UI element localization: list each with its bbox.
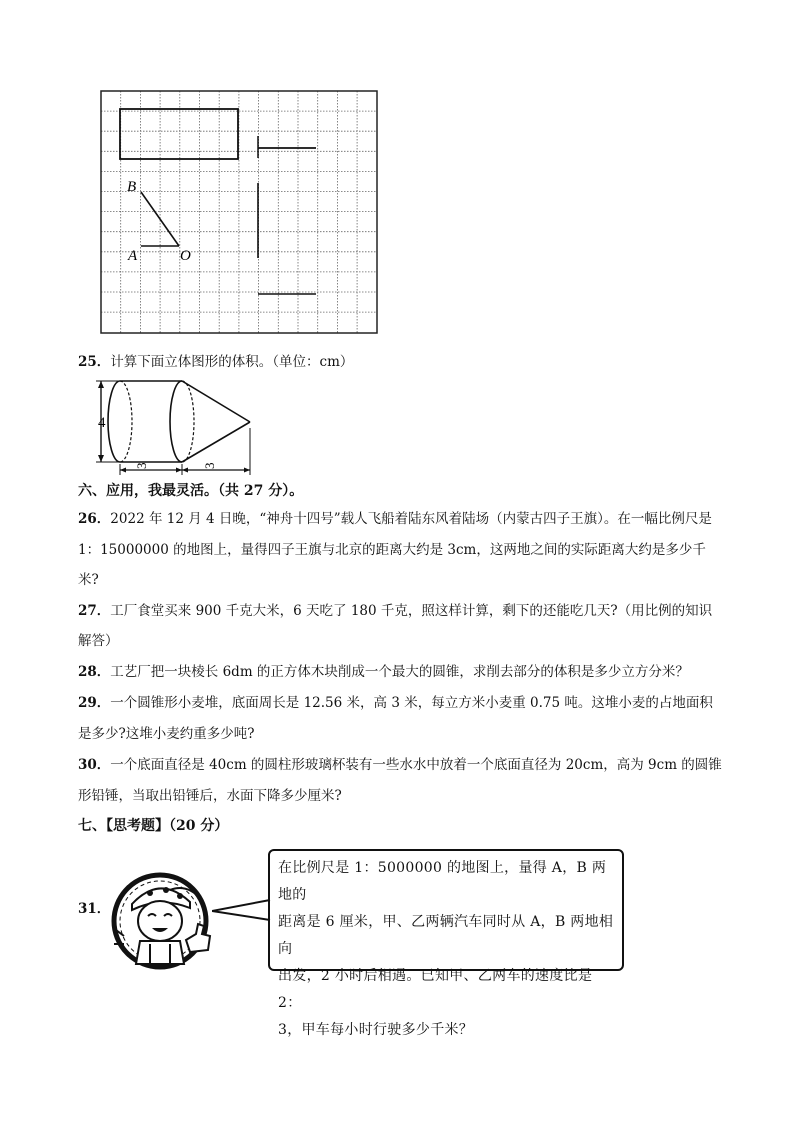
- arrow-left-icon: [120, 468, 126, 473]
- cone-bottom-edge: [182, 422, 250, 462]
- cylinder-right-back: [182, 381, 194, 462]
- question-26-line2: 1：15000000 的地图上，量得四子王旗与北京的距离大约是 3cm，这两地之间的实际距离大约是多少千: [78, 542, 706, 558]
- question-number: 29．: [78, 695, 111, 711]
- question-25: [78, 353, 353, 371]
- body-icon: [136, 941, 184, 964]
- cone-top-edge: [182, 381, 250, 422]
- cylinder-left-back: [120, 381, 132, 462]
- cone-length-label: 3: [202, 462, 217, 469]
- question-number: 26．: [78, 511, 111, 527]
- question-29-line2: 是多少?这堆小麦约重多少吨?: [78, 726, 255, 742]
- question-number: 27．: [78, 603, 111, 619]
- section-7-heading: 七、【思考题】（20 分）: [78, 818, 229, 834]
- solid-figure: [92, 378, 262, 476]
- question-number: 25．: [78, 354, 111, 370]
- arrow-up-icon: [98, 381, 104, 388]
- question-31-number: [78, 900, 110, 918]
- question-text-line: 工艺厂把一块棱长 6dm 的正方体木块削成一个最大的圆锥，求削去部分的体积是多少立方分米？: [110, 664, 689, 680]
- cylinder-left-front: [108, 381, 120, 462]
- label-o: O: [180, 248, 191, 264]
- question-30: [78, 756, 722, 774]
- arrow-right-icon: [244, 468, 250, 473]
- height-label: 4: [98, 415, 106, 431]
- question-number: 31．: [78, 901, 111, 917]
- question-text-line: 一个圆锥形小麦堆，底面周长是 12.56 米，高 3 米，每立方米小麦重 0.75 吨。这堆小麦的占地面积: [110, 695, 713, 711]
- question-29: [78, 694, 713, 712]
- arrow-right-icon: [176, 468, 182, 473]
- speech-bubble: [268, 849, 624, 1038]
- face-icon: [138, 901, 182, 941]
- question-27-line2: 解答）: [78, 633, 119, 649]
- section-6-heading: 六、应用，我最灵活。（共 27 分）。: [78, 483, 304, 499]
- question-28: [78, 663, 689, 681]
- cylinder-length-label: 3: [134, 462, 149, 469]
- question-number: 28．: [78, 664, 111, 680]
- speech-tail: [212, 900, 270, 920]
- arrow-down-icon: [98, 455, 104, 462]
- label-a: A: [128, 248, 138, 264]
- question-text-line: 2022 年 12 月 4 日晚，“神舟十四号”载人飞船着陆东风着陆场（内蒙古四子王旗）。在一幅比例尺是: [110, 511, 712, 527]
- arrow-left-icon: [182, 468, 188, 473]
- question-26: [78, 510, 712, 528]
- cartoon-boy-illustration: [110, 866, 220, 972]
- bubble-line-2: 距离是 6 厘米，甲、乙两辆汽车同时从 A，B 两地相向: [278, 914, 614, 957]
- cylinder-right-front: [170, 381, 182, 462]
- question-26-line3: 米?: [78, 572, 99, 588]
- bubble-line-3: 出发，2 小时后相遇。已知甲、乙两车的速度比是 2：: [278, 968, 593, 1011]
- grid-figure: [98, 88, 380, 338]
- bubble-line-4: 3，甲车每小时行驶多少千米？: [278, 1022, 474, 1038]
- cap-dot: [147, 890, 153, 896]
- cap-dot: [163, 887, 169, 893]
- cap-dot: [177, 893, 183, 899]
- label-b: B: [127, 179, 137, 195]
- question-text: 计算下面立体图形的体积。（单位：cm）: [110, 354, 354, 370]
- speech-pointer: [212, 896, 272, 926]
- question-text-line: 一个底面直径是 40cm 的圆柱形玻璃杯装有一些水水中放着一个底面直径为 20cm，高为 9cm 的圆锥: [110, 757, 722, 773]
- question-27: [78, 602, 712, 620]
- question-30-line2: 形铅锤，当取出铅锤后，水面下降多少厘米?: [78, 788, 342, 804]
- question-text-line: 工厂食堂买来 900 千克大米，6 天吃了 180 千克，照这样计算，剩下的还能吃几天?（用比例的知识: [110, 603, 713, 619]
- bubble-line-1: 在比例尺是 1：5000000 的地图上，量得 A，B 两地的: [278, 860, 607, 903]
- question-number: 30．: [78, 757, 111, 773]
- grid-lines: [101, 91, 377, 333]
